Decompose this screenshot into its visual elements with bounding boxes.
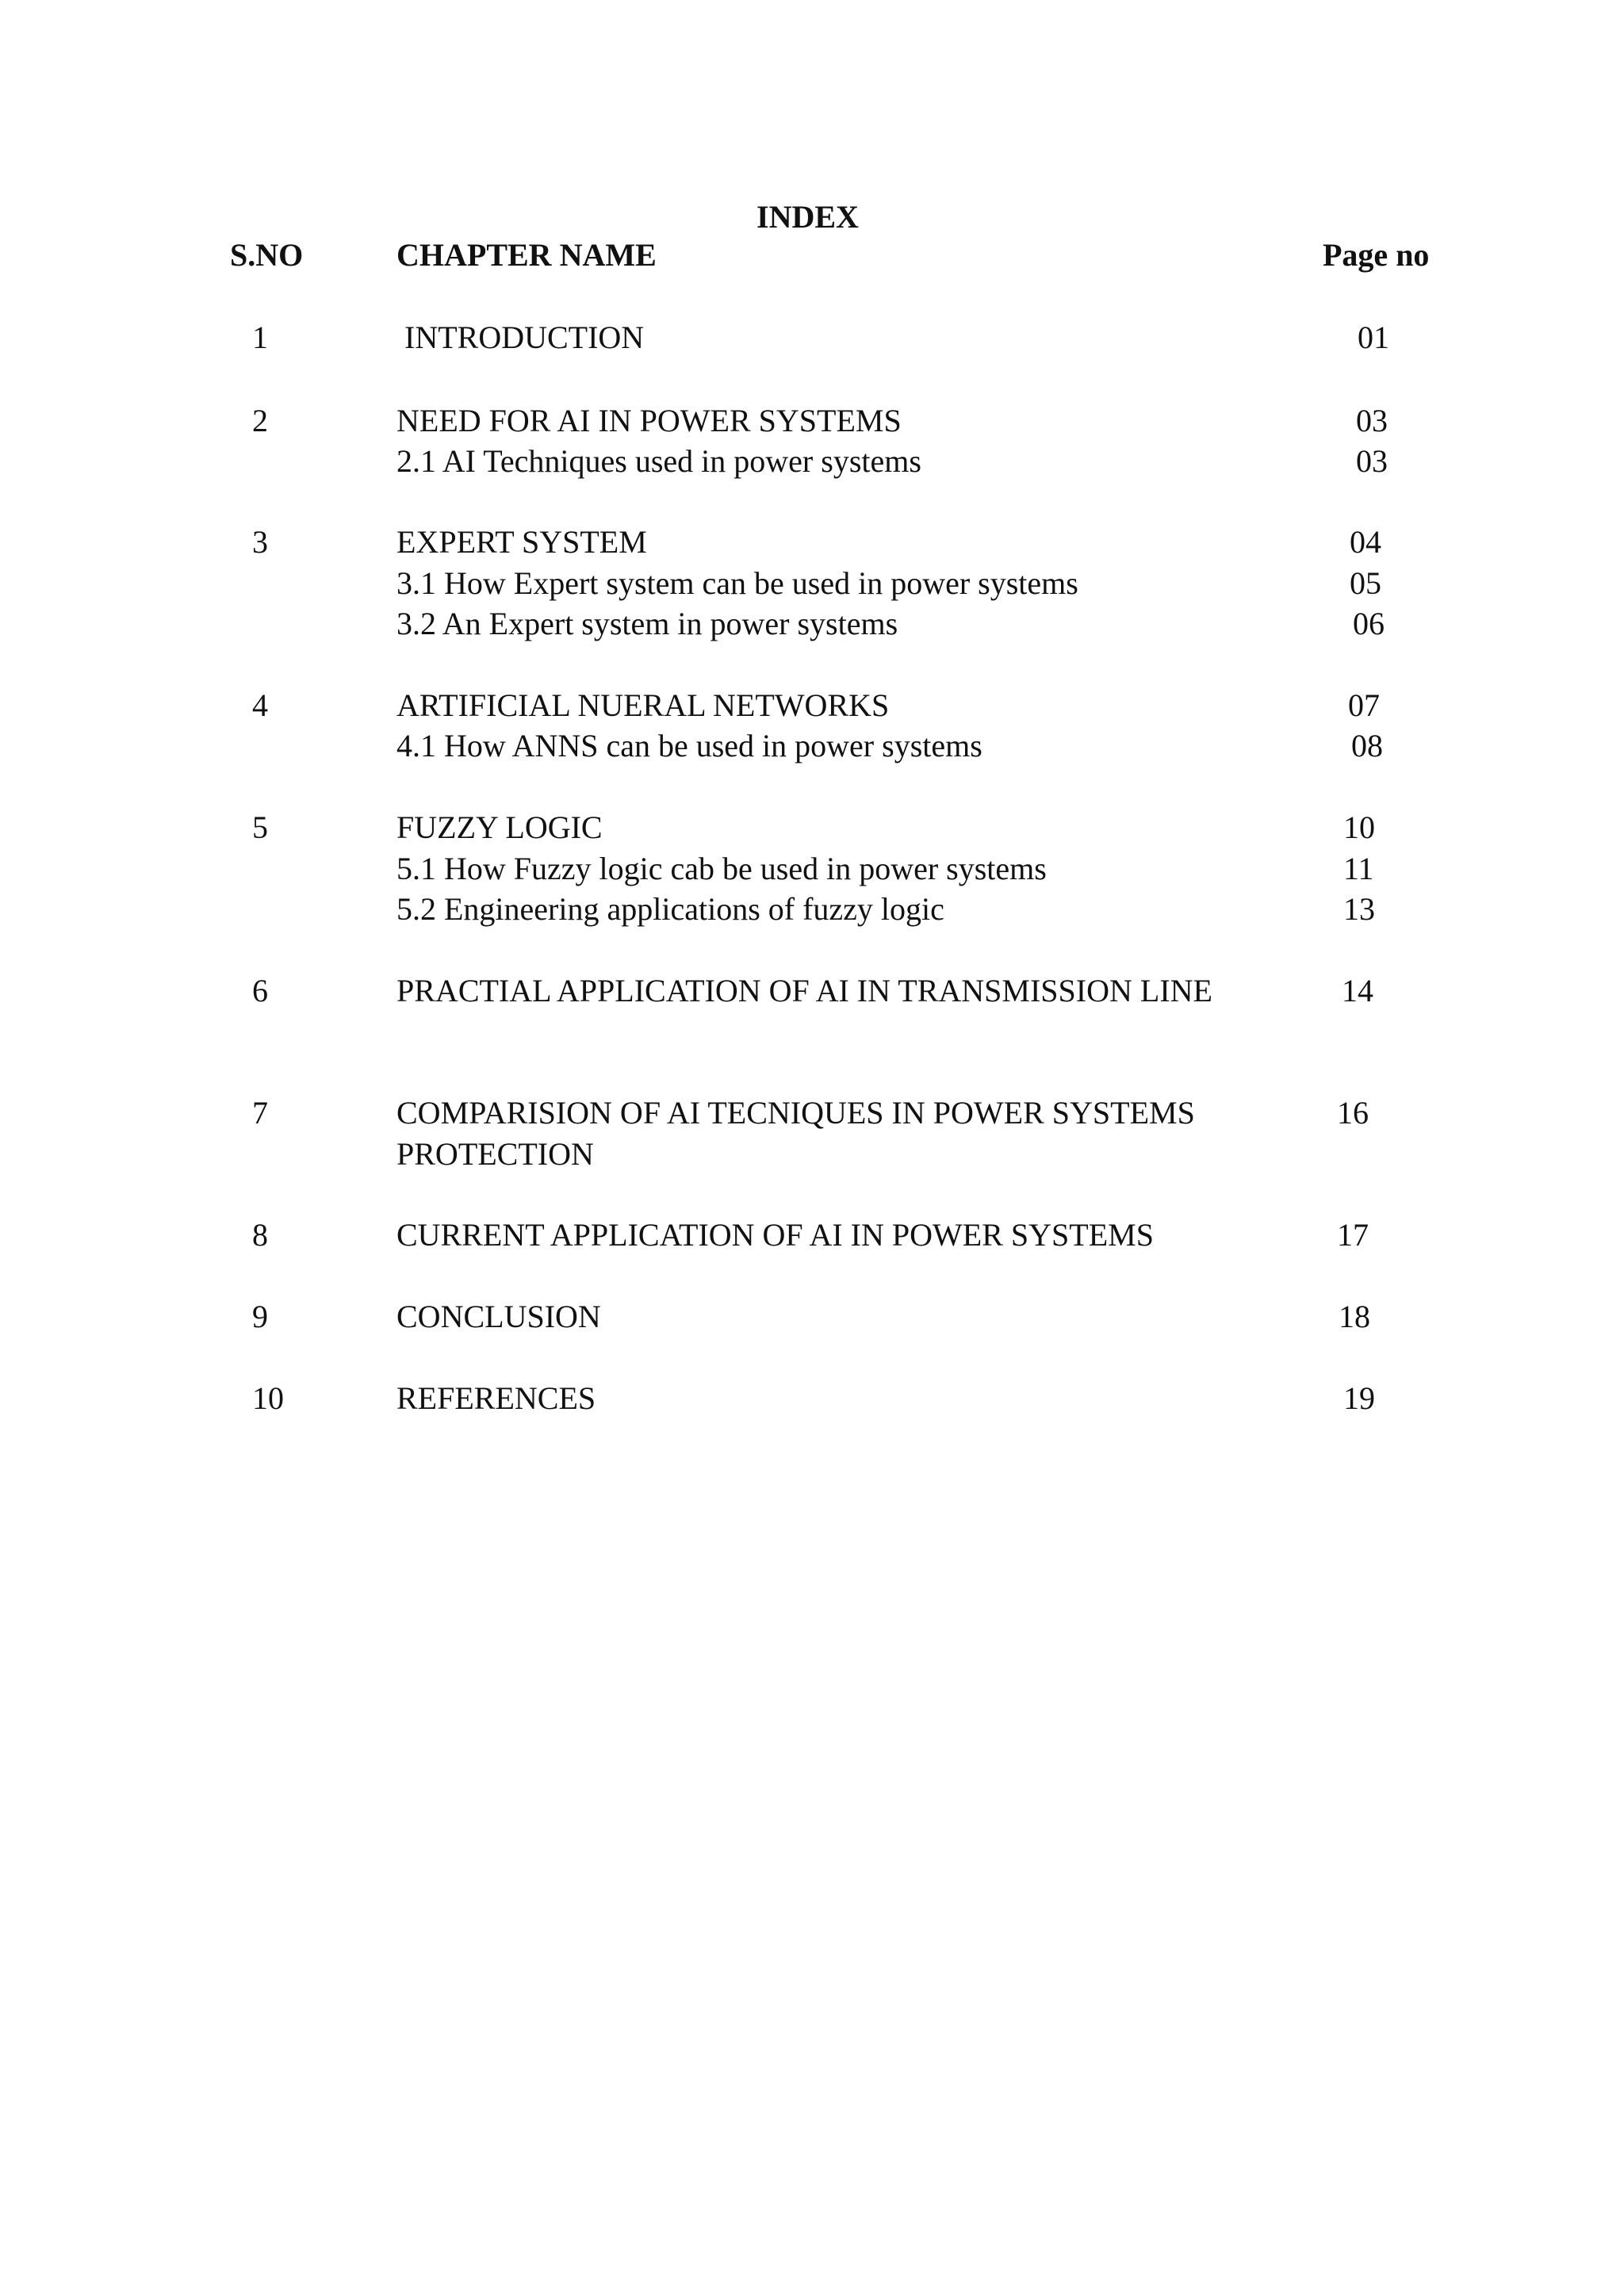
row-5-2-subchapter: 5.2 Engineering applications of fuzzy logic [396,891,944,927]
row-10-page: 19 [1343,1380,1375,1416]
row-4-page: 07 [1348,687,1380,723]
row-5-chapter: FUZZY LOGIC [396,809,603,845]
row-4-sno: 4 [252,687,268,723]
row-10-chapter: REFERENCES [396,1380,596,1416]
row-4-1-page: 08 [1351,728,1383,763]
row-3-chapter: EXPERT SYSTEM [396,524,647,560]
row-1-sno: 1 [252,320,268,355]
row-2-page: 03 [1356,403,1388,438]
row-5-1-page: 11 [1343,851,1374,886]
row-6-sno: 6 [252,973,268,1008]
row-8-sno: 8 [252,1217,268,1253]
row-4-1-subchapter: 4.1 How ANNS can be used in power systems [396,728,982,763]
row-6-chapter: PRACTIAL APPLICATION OF AI IN TRANSMISSION LINE [396,973,1212,1008]
row-1-page: 01 [1358,320,1389,355]
row-1-chapter: INTRODUCTION [404,320,645,355]
row-8-chapter: CURRENT APPLICATION OF AI IN POWER SYSTEMS [396,1217,1154,1253]
row-2-1-subchapter: 2.1 AI Techniques used in power systems [396,443,921,479]
row-9-sno: 9 [252,1299,268,1334]
row-3-1-page: 05 [1350,565,1381,601]
row-3-1-subchapter: 3.1 How Expert system can be used in power systems [396,565,1078,601]
row-10-sno: 10 [252,1380,284,1416]
row-5-sno: 5 [252,809,268,845]
row-2-1-page: 03 [1356,443,1388,479]
row-5-1-subchapter: 5.1 How Fuzzy logic cab be used in power systems [396,851,1047,886]
page-title: INDEX [756,199,859,235]
row-4-chapter: ARTIFICIAL NUERAL NETWORKS [396,687,890,723]
header-sno: S.NO [230,237,304,273]
row-7-page: 16 [1337,1095,1369,1131]
row-9-chapter: CONCLUSION [396,1299,601,1334]
row-5-page: 10 [1343,809,1375,845]
row-2-chapter: NEED FOR AI IN POWER SYSTEMS [396,403,902,438]
row-3-2-page: 06 [1353,606,1385,641]
row-2-sno: 2 [252,403,268,438]
row-7-chapter: COMPARISION OF AI TECNIQUES IN POWER SYSTEMS PROTECTION [396,1095,1195,1172]
row-3-sno: 3 [252,524,268,560]
row-3-2-subchapter: 3.2 An Expert system in power systems [396,606,898,641]
row-5-2-page: 13 [1343,891,1375,927]
row-7-sno: 7 [252,1095,268,1131]
header-chapter-name: CHAPTER NAME [396,237,657,273]
row-3-page: 04 [1350,524,1381,560]
row-8-page: 17 [1337,1217,1369,1253]
row-6-page: 14 [1342,973,1373,1008]
row-9-page: 18 [1339,1299,1370,1334]
header-page-no: Page no [1323,237,1430,273]
